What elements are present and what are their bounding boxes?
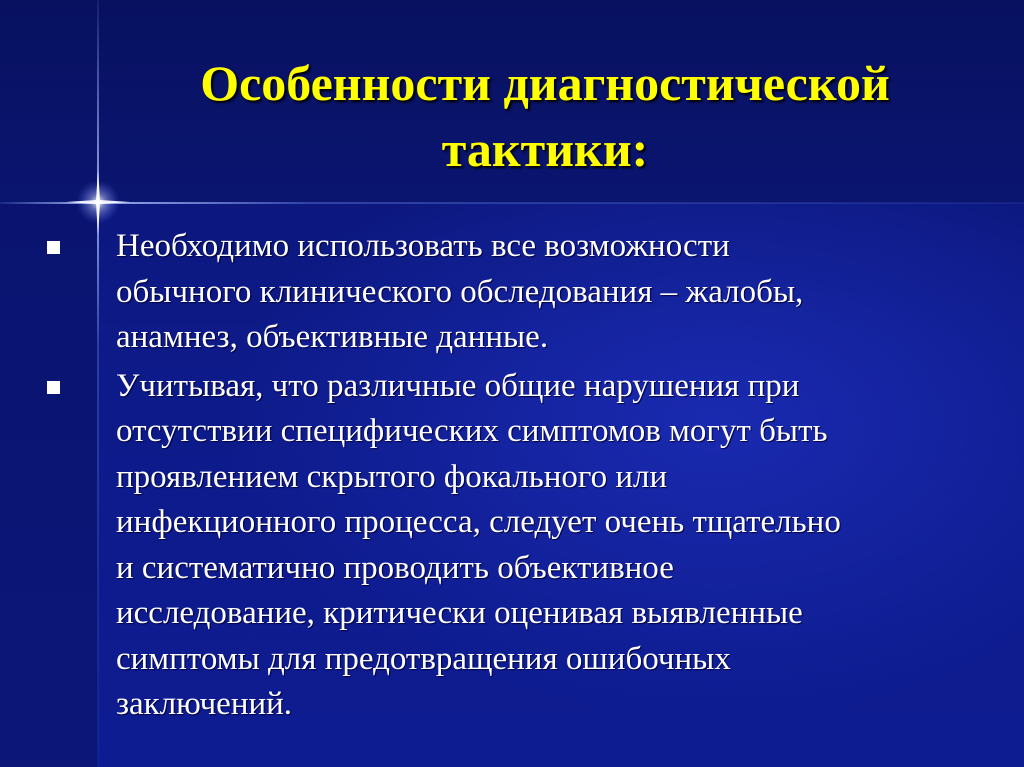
bullet-item-1 bbox=[0, 224, 1024, 361]
bullet-item-2 bbox=[0, 364, 1024, 728]
bullet-2-line-3: проявлением скрытого фокального или bbox=[116, 458, 668, 495]
bullet-1-line-2: обычного клинического обследования – жалобы, bbox=[116, 273, 804, 310]
bullet-2-line-8: заключений. bbox=[116, 686, 293, 722]
bullet-1-line-3: анамнез, объективные данные. bbox=[116, 319, 549, 355]
bullet-2-line-6: исследование, критически оценивая выявленные bbox=[116, 595, 803, 631]
bullet-list bbox=[0, 224, 1024, 731]
slide-title-line-2: тактики: bbox=[441, 121, 649, 177]
square-bullet-icon bbox=[47, 381, 60, 394]
horizontal-accent-line bbox=[0, 202, 1024, 204]
bullet-2-line-5: и систематично проводить объективное bbox=[116, 549, 674, 586]
square-bullet-icon bbox=[47, 241, 60, 254]
bullet-2-line-4: инфекционного процесса, следует очень тщательно bbox=[116, 504, 841, 540]
bullet-2-line-2: отсутствии специфических симптомов могут быть bbox=[116, 413, 828, 449]
bullet-1-line-1: Необходимо использовать все возможности bbox=[116, 228, 730, 264]
bullet-2-line-1: Учитывая, что различные общие нарушения при bbox=[116, 367, 800, 404]
slide-title bbox=[100, 50, 990, 182]
bullet-2-line-7: симптомы для предотвращения ошибочных bbox=[116, 640, 731, 677]
slide-title-line-1: Особенности диагностической bbox=[200, 55, 890, 111]
